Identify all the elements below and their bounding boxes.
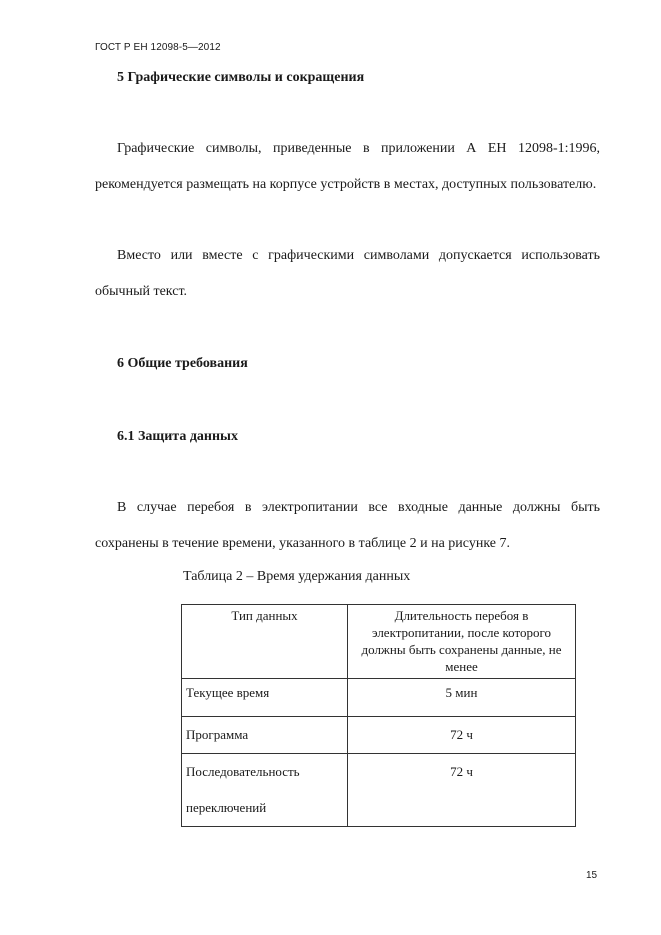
table-row bbox=[182, 717, 576, 754]
column-header-duration: Длительность перебоя в электропитании, после которого должны быть сохранены данные, не менее bbox=[348, 605, 576, 679]
table-row bbox=[182, 754, 576, 827]
cell-data-type: Программа bbox=[182, 717, 348, 754]
section-6-1-heading: 6.1 Защита данных bbox=[117, 429, 238, 444]
section-5-paragraph-1: Графические символы, приведенные в приложении А ЕН 12098-1:1996, рекомендуется размещать на корпусе устройств в местах, доступных пользователю. bbox=[95, 141, 600, 192]
data-retention-table bbox=[181, 604, 576, 827]
cell-duration: 5 мин bbox=[348, 679, 576, 717]
column-header-data-type: Тип данных bbox=[182, 605, 348, 679]
section-6-heading: 6 Общие требования bbox=[117, 356, 248, 371]
cell-duration: 72 ч bbox=[348, 717, 576, 754]
section-5-heading: 5 Графические символы и сокращения bbox=[117, 70, 365, 85]
cell-data-type: Текущее время bbox=[182, 679, 348, 717]
table-caption: Таблица 2 – Время удержания данных bbox=[183, 569, 411, 584]
running-header: ГОСТ Р ЕН 12098-5—2012 bbox=[95, 42, 221, 53]
page-number: 15 bbox=[586, 870, 598, 881]
table-header-row bbox=[182, 605, 576, 679]
cell-duration: 72 ч bbox=[348, 754, 576, 827]
table-row bbox=[182, 679, 576, 717]
cell-data-type: Последовательность переключений bbox=[182, 754, 348, 827]
section-5-paragraph-2: Вместо или вместе с графическими символами допускается использовать обычный текст. bbox=[95, 248, 600, 299]
section-6-1-paragraph: В случае перебоя в электропитании все входные данные должны быть сохранены в течение времени, указанного в таблице 2 и на рисунке 7. bbox=[95, 500, 600, 551]
